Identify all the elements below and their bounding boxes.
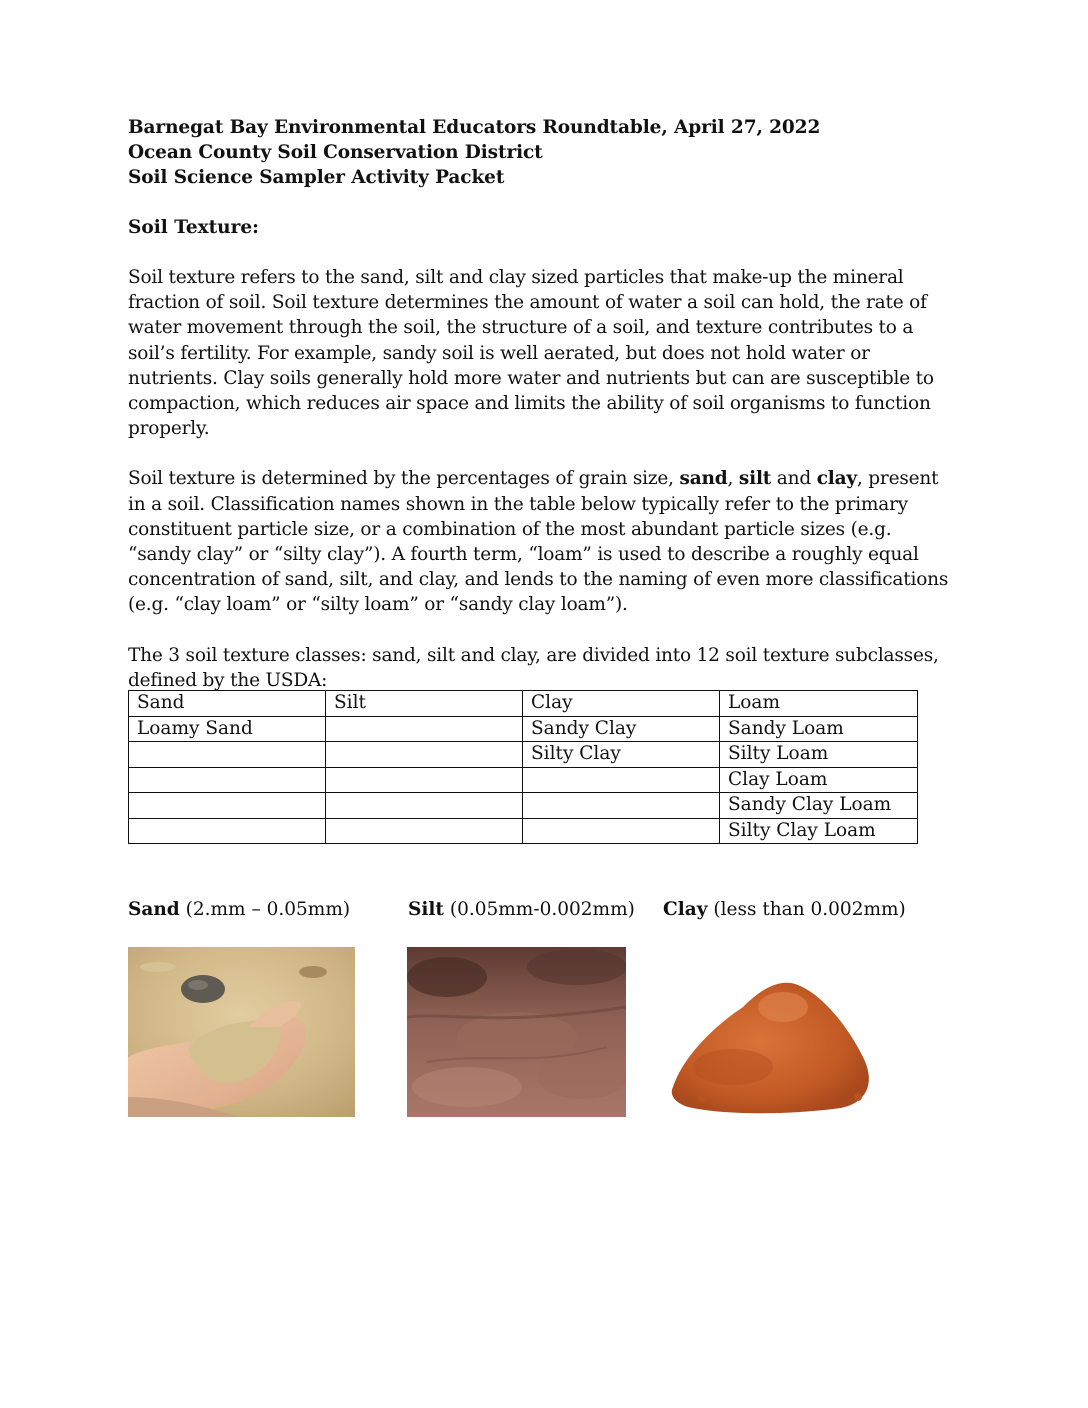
- table-row: [129, 691, 918, 717]
- table-cell: [326, 716, 523, 742]
- header-line-2: Ocean County Soil Conservation District: [128, 142, 543, 163]
- paragraph-3: The 3 soil texture classes: sand, silt and clay, are divided into 12 soil texture subclasses, defined by the USDA:: [128, 644, 939, 691]
- header-line-1: Barnegat Bay Environmental Educators Roundtable, April 27, 2022: [128, 117, 821, 138]
- table-cell: [326, 767, 523, 793]
- table-cell: Silt: [326, 691, 523, 717]
- silt-caption: Silt (0.05mm-0.002mm): [408, 899, 635, 920]
- table-cell: [129, 818, 326, 844]
- table-cell: [523, 818, 720, 844]
- clay-photo: [663, 947, 882, 1117]
- table-row: [129, 793, 918, 819]
- silt-photo: [407, 947, 626, 1117]
- table-cell: Sandy Clay: [523, 716, 720, 742]
- table-cell: [523, 767, 720, 793]
- table-cell: Silty Clay: [523, 742, 720, 768]
- sand-photo: [128, 947, 355, 1117]
- table-cell: Sandy Clay Loam: [720, 793, 918, 819]
- table-row: [129, 716, 918, 742]
- table-cell: Loam: [720, 691, 918, 717]
- table-cell: Sandy Loam: [720, 716, 918, 742]
- sand-caption: Sand (2.mm – 0.05mm): [128, 899, 351, 920]
- document-page: [128, 115, 958, 693]
- section-title: Soil Texture:: [128, 217, 259, 238]
- table-cell: Silty Clay Loam: [720, 818, 918, 844]
- table-cell: [129, 742, 326, 768]
- table-cell: [326, 818, 523, 844]
- table-row: [129, 767, 918, 793]
- table-cell: Sand: [129, 691, 326, 717]
- table-cell: [523, 793, 720, 819]
- table-cell: Loamy Sand: [129, 716, 326, 742]
- paragraph-1: Soil texture refers to the sand, silt and clay sized particles that make-up the mineral fraction of soil. Soil texture determines the amount of water a soil can hold, the rate of water movement through the soil, the structure of a soil, and texture contributes to a soil’s fertility. For example, sandy soil is well aerated, but does not hold water or nutrients. Clay soils generally hold more water and nutrients but can are susceptible to compaction, which reduces air space and limits the ability of soil organisms to function properly.: [128, 267, 934, 440]
- table-cell: Clay Loam: [720, 767, 918, 793]
- table-cell: [326, 793, 523, 819]
- table-cell: Silty Loam: [720, 742, 918, 768]
- table-cell: [129, 793, 326, 819]
- clay-caption: Clay (less than 0.002mm): [663, 899, 906, 920]
- table-row: [129, 818, 918, 844]
- table-row: [129, 742, 918, 768]
- soil-texture-table: [128, 690, 918, 844]
- table-cell: [129, 767, 326, 793]
- table-cell: [326, 742, 523, 768]
- header-line-3: Soil Science Sampler Activity Packet: [128, 167, 505, 188]
- paragraph-2: Soil texture is determined by the percentages of grain size, sand, silt and clay, present in a soil. Classification names shown in the table below typically refer to the primary constituent particle size, or a combination of the most abundant particle sizes (e.g. “sandy clay” or “silty clay”). A fourth term, “loam” is used to describe a roughly equal concentration of sand, silt, and clay, and lends to the naming of even more classifications (e.g. “clay loam” or “silty loam” or “sandy clay loam”).: [128, 468, 949, 616]
- table-cell: Clay: [523, 691, 720, 717]
